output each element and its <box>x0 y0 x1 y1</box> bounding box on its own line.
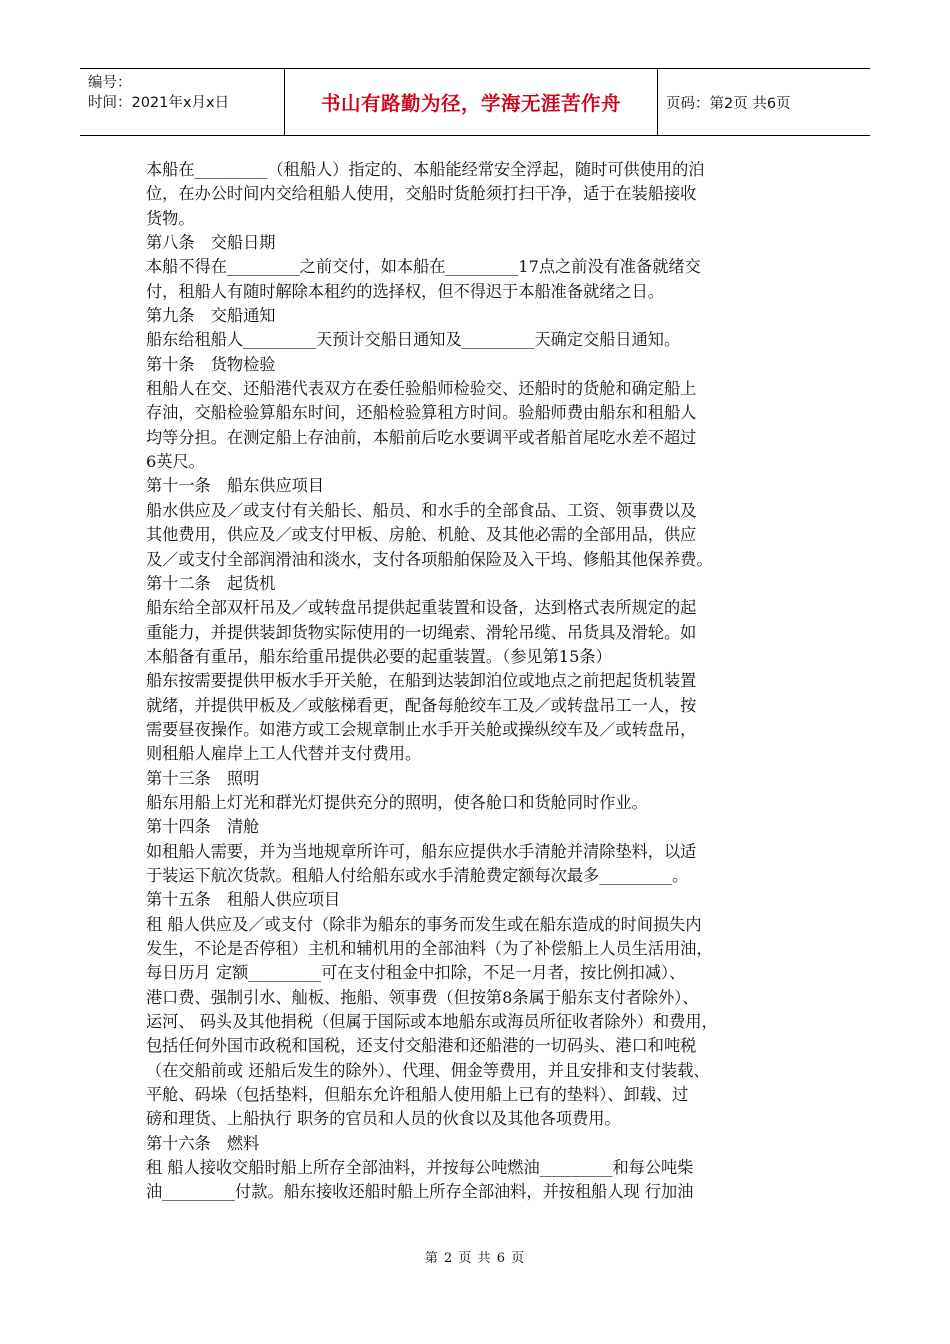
text-line: 平舱、码垛（包括垫料，但船东允许租船人使用船上已有的垫料）、卸载、过 <box>146 1085 689 1105</box>
text-line: 本船不得在_________之前交付，如本船在_________17点之前没有准备就绪交 <box>146 257 701 277</box>
page-footer: 第 2 页 共 6 页 <box>424 1251 526 1266</box>
text-line: 船东给租船人_________天预计交船日通知及_________天确定交船日通知。 <box>146 330 681 350</box>
text-line: 发生，不论是否停租）主机和辅机用的全部油料（为了补偿船上人员生活用油， <box>146 939 713 958</box>
text-line: 如租船人需要，并为当地规章所许可，船东应提供水手清舱并清除垫料，以适 <box>146 841 697 861</box>
text-line: 均等分担。在测定船上存油前，本船前后吃水要调平或者船首尾吃水差不超过 <box>146 427 697 447</box>
text-line: 船水供应及／或支付有关船长、船员、和水手的全部食品、工资、领事费以及 <box>146 500 697 520</box>
text-line: 第八条 交船日期 <box>146 233 276 253</box>
text-line: 包括任何外国市政税和国税，还支付交船港和还船港的一切码头、港口和吨税 <box>146 1036 697 1056</box>
text-line: 第十条 货物检验 <box>146 354 276 374</box>
text-line: 第九条 交船通知 <box>146 306 276 326</box>
text-line: 位，在办公时间内交给租船人使用，交船时货舱须打扫干净，适于在装船接收 <box>146 184 697 204</box>
text-line: 第十五条 租船人供应项目 <box>146 890 341 910</box>
text-line: 则租船人雇岸上工人代替并支付费用。 <box>146 744 422 764</box>
text-line: 及／或支付全部润滑油和淡水，支付各项船舶保险及入干坞、修船其他保养费。 <box>146 549 713 569</box>
document-number-label: 编号： <box>88 75 132 91</box>
contract-body <box>146 158 816 1205</box>
text-line: 租 船人供应及／或支付（除非为船东的事务而发生或在船东造成的时间损失内 <box>146 914 702 934</box>
header-motto: 书山有路勤为径，学海无涯苦作舟 <box>285 69 658 135</box>
text-line: 港口费、强制引水、舢板、拖船、领事费（但按第8条属于船东支付者除外）、 <box>146 987 699 1007</box>
header-page-info: 页码：第2页 共6页 <box>666 95 791 112</box>
text-line: 船东给全部双杆吊及／或转盘吊提供起重装置和设备，达到格式表所规定的起 <box>146 598 697 618</box>
text-line: 第十三条 照明 <box>146 768 260 788</box>
text-line: 需要昼夜操作。如港方或工会规章制止水手开关舱或操纵绞车及／或转盘吊， <box>146 719 697 739</box>
text-line: 第十二条 起货机 <box>146 573 276 593</box>
text-line: 就绪，并提供甲板及／或舷梯看更，配备每舱绞车工及／或转盘吊工一人，按 <box>146 695 697 715</box>
header-meta <box>80 69 285 135</box>
text-line: 第十一条 船东供应项目 <box>146 476 325 496</box>
text-line: 第十四条 清舱 <box>146 817 260 837</box>
document-date: 时间：2021年x月x日 <box>88 95 230 111</box>
text-line: 第十六条 燃料 <box>146 1133 260 1153</box>
text-line: 油_________付款。船东接收还船时船上所存全部油料，并按租船人现 行加油 <box>146 1182 694 1202</box>
text-line: 6英尺。 <box>146 452 205 472</box>
text-line: 每日历月 定额_________可在支付租金中扣除，不足一月者，按比例扣减）、 <box>146 963 686 983</box>
text-line: 船东用船上灯光和群光灯提供充分的照明，使各舱口和货舱同时作业。 <box>146 792 648 812</box>
page-header <box>80 68 870 136</box>
text-line: 货物。 <box>146 208 195 228</box>
text-line: 重能力，并提供装卸货物实际使用的一切绳索、滑轮吊缆、吊货具及滑轮。如 <box>146 622 697 642</box>
text-line: 其他费用，供应及／或支付甲板、房舱、机舱、及其他必需的全部用品，供应 <box>146 525 697 545</box>
text-line: 磅和理货、上船执行 职务的官员和人员的伙食以及其他各项费用。 <box>146 1109 621 1129</box>
text-line: 本船在_________（租船人）指定的、本船能经常安全浮起，随时可供使用的泊 <box>146 160 705 179</box>
text-line: 付，租船人有随时解除本租约的选择权，但不得迟于本船准备就绪之日。 <box>146 281 664 301</box>
text-line: 本船备有重吊，船东给重吊提供必要的起重装置。（参见第15条） <box>146 646 612 666</box>
text-line: 于装运下航次货款。租船人付给船东或水手清舱费定额每次最多_________。 <box>146 865 689 885</box>
text-line: 租 船人接收交船时船上所存全部油料，并按每公吨燃油_________和每公吨柴 <box>146 1158 694 1178</box>
text-line: 船东按需要提供甲板水手开关舱，在船到达装卸泊位或地点之前把起货机装置 <box>146 671 697 691</box>
text-line: 运河、 码头及其他捐税（但属于国际或本地船东或海员所征收者除外）和费用， <box>146 1012 718 1032</box>
text-line: （在交船前或 还船后发生的除外）、代理、佣金等费用，并且安排和支付装载、 <box>146 1060 710 1080</box>
text-line: 存油，交船检验算船东时间，还船检验算租方时间。验船师费由船东和租船人 <box>146 403 697 423</box>
text-line: 租船人在交、还船港代表双方在委任验船师检验交、还船时的货舱和确定船上 <box>146 379 697 399</box>
